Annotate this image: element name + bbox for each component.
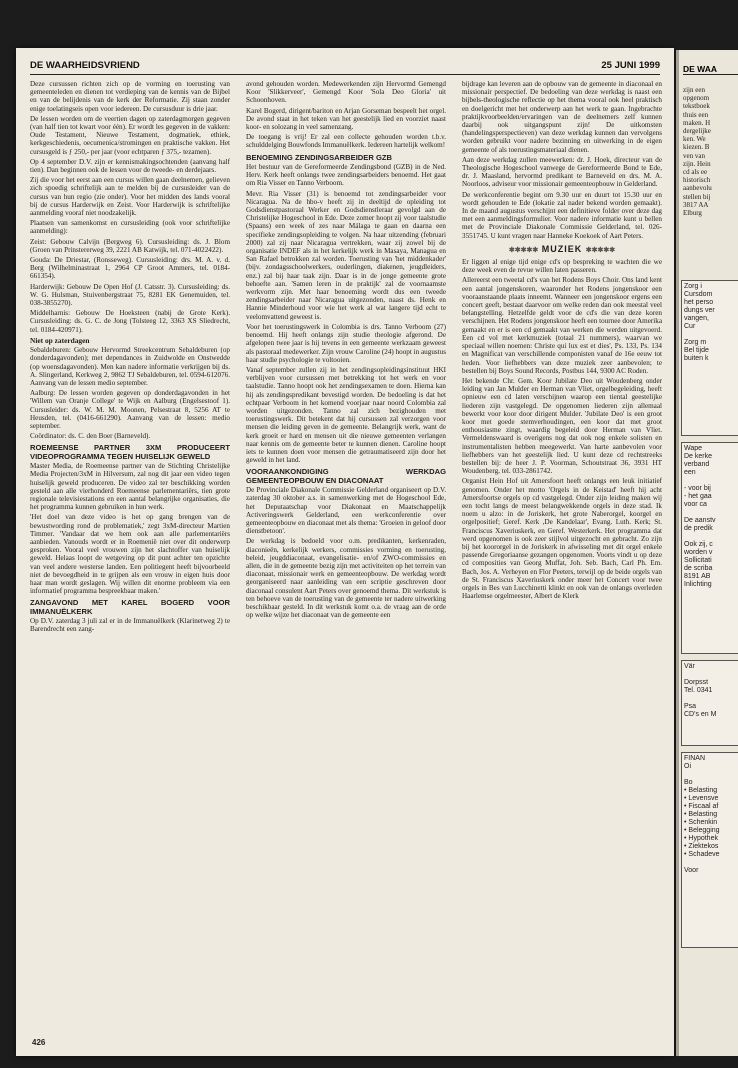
paragraph: Vanaf september zullen zij in het zendingsopleidingsinstituut HKI verblijven voor cursussen met betrekking tot het werk en voor taalstudie. Tanno hoopt ook het zendingsexamen te doen. Hierna kan hij als zendingspredikant bevestigd worden. De bedoeling is dat het echtpaar Verboom in het komend voorjaar naar noord Colombia zal worden uitgezonden. Tanno zal zich bezighouden met toerustingswerk. Dit betekent dat hij cursussen zal verzorgen voor mensen die leiding geven in de gemeente. Belangrijk werk, want de kerk groeit er hard en mensen uit die nieuwe gemeenten verlangen naar kennis om de gemeente beter te kunnen dienen. Caroline hoopt iets te kunnen doen voor mensen die getraumatiseerd zijn door het geweld in het land. <box>246 365 446 465</box>
paragraph: De werkconferentie begint om 9.30 uur en duurt tot 15.30 uur en wordt gehouden te Ede (lokatie zal nader bekend worden gemaakt). In de maand augustus verschijnt een definitieve folder over deze dag met een aanmeldingsformulier. Voor nadere informatie kunt u bellen met de Provinciale Diakonale Commissie Gelderland, tel. 026-3551745. U kunt vragen naar Hanneke Koekoek of Aart Peters. <box>462 190 662 240</box>
facing-page-header: DE WAA <box>683 64 738 75</box>
paragraph: Voor het toerustingswerk in Colombia is drs. Tanno Verboom (27) benoemd. Hij heeft onlangs zijn studie theologie afgerond. De afgelopen twee jaar is hij tevens in een gemeente werkzaam geweest als pastoraal medewerker. Zijn vrouw Caroline (24) hoopt in augustus haar studie psychologie te voltooien. <box>246 322 446 364</box>
paragraph: Op D.V. zaterdag 3 juli zal er in de Immanuëlkerk (Klarinetweg 2) te Barendrecht een zang- <box>30 617 230 634</box>
paragraph: Zeist: Gebouw Calvijn (Bergweg 6). Cursusleiding: ds. J. Blom (Groen van Prinstererweg 39, 2221 AB Katwijk, tel. 071-4022422). <box>30 237 230 254</box>
paragraph: 'Het doel van deze video is het op gang brengen van de bewustwording rond de problematiek,' zegt 3xM-directeur Martien Timmer. 'Vandaar dat we hem ook aan alle parlementariërs aanbieden. Vanouds wordt er in Roemenië niet over dit onderwerp gesproken. Vooral veel vrouwen zijn het slachtoffer van huiselijk geweld. Helaas loopt de wetgeving op dit punt achter ten opzichte van veel andere westerse landen. Een politiegent heeft bijvoorbeeld niet de bevoegdheid in te grijpen als een vrouw in eigen huis door haar man wordt geslagen. Wij willen dit enorme probleem via een informatief programma bespreekbaar maken.' <box>30 513 230 596</box>
paragraph: Organist Hein Hof uit Amersfoort heeft onlangs een leuk initiatief genomen. Onder het motto 'Orgels in de Keistad' heeft hij acht Amersfoortse orgels op cd vastgelegd. Onder zijn leiding maken wij een tocht langs de meest belangwekkende orgels in deze stad. Ik noem u alzo: in de Joriskerk, het grote Naberorgel, koorgel en orgelpositief; Geref. Kerk ,De Kandelaar', Evang. Luth. Kerk; St. Franciscus Xaveriuskerk, en Geref. Westerkerk. Het programma dat werd opgenomen is ook zeer stijlvol uitgezocht en gebracht. Zo zijn bij het koororgel in de Joriskerk in afwisseling met dit orgel enkele passende Gregoriaanse gezangen opgenomen. Voorts vindt u op deze cd composities van Georg Muffat, Joh. Seb. Bach, Carl Ph. Em. Bach, Jos. A. Verheyen en Flor Peeters, terwijl op de beide orgels van de St. Franciscus Xaveriuskerk onder meer het Concert voor twee orgels in Bes van Lucchinetti klinkt en ook van de onlangs overleden Haarlemse orgelmeester, Albert de Klerk <box>462 477 662 601</box>
ornament-left: ✱✱✱✱✱ <box>508 246 539 254</box>
advert-winkel: Vär Dorpsst Tel. 0341 Psa CD's en M <box>681 660 738 746</box>
paragraph: Allereerst een tweetal cd's van het Rodens Boys Choir. Ons land kent een aantal jongenskoren, waaronder het Rodens jongenskoor een vooraanstaande plaats inneemt. Wanneer een jongenskoor ergens een concert geeft, bestaat daarvoor om welke reden dan ook meestal veel belangstelling. Hetzelfde geldt voor de cd's die van deze koren verschijnen. Het Rodens jongenskoor heeft een tournee door Amerika gemaakt en er is een cd gemaakt van werken die werden uitgevoerd. Een cd vol met kerkmuziek (totaal 21 nummers), waarvan we speciaal willen noemen: Christe qui lux est et dies', Ps. 133, Ps. 134 en Magnificat van verschillende componisten vanaf de 16e eeuw tot heden. Voor liefhebbers van deze muziek zeer aanbevolen; te bestellen bij Boys Sound Records, Postbus 144, 9300 AC Roden. <box>462 276 662 375</box>
subheading-zaterdagen: Niet op zaterdagen <box>30 335 90 345</box>
running-header <box>30 60 660 75</box>
paragraph: Coördinator: ds. C. den Boer (Barneveld). <box>30 432 151 441</box>
paragraph: Middelharnis: Gebouw De Hoeksteen (nabij de Grote Kerk). Cursusleiding: ds. G. C. de Jong (Tolsteeg 12, 3363 XS Sliedrecht, tel. 0184-420971). <box>30 309 230 334</box>
page-number: 426 <box>32 1038 46 1047</box>
paragraph: Deze cursussen richten zich op de vorming en toerusting van gemeenteleden en dienen tot verdieping van de kennis van de Bijbel en van de belijdenis van de kerk der Reformatie. Zij staan zonder enige toelatingseis open voor iedereen. De cursusduur is drie jaar. <box>30 80 230 113</box>
advert-zorg: Zorg i Cursdom het perso dungs ver vangen, Cur Zorg m Bel tijde buiten k <box>681 280 738 436</box>
facing-page-text: zijn een opgenom tekstboek thuis een maken. H dergelijke ken. We kiezen. B ven van zijn. Hein cd als ee historisch aanbevolu stellen bij 3817 AA Elburg <box>683 86 712 218</box>
headline-zangavond: ZANGAVOND MET KAREL BOGERD VOOR IMMANUËLKERK <box>30 598 230 616</box>
column-3 <box>462 80 662 1020</box>
paragraph: Aan deze werkdag zullen meewerken: dr. J. Hoek, directeur van de Theologische Hogeschool vanwege de Gereformeerde Bond te Ede, dr. J. Maasland, hervormd predikant te Barneveld en drs. M. A. Noorloos, adviseur voor missionair gemeenteopbouw in Gelderland. <box>462 155 662 189</box>
paragraph: Gouda: De Driestar, (Ronsseweg). Cursusleiding: drs. M. A. v. d. Berg (Wilhelminastraat 1, 2964 CP Groot Ammers, tel. 0184-661354). <box>30 256 230 281</box>
paragraph: Zij die voor het eerst aan een cursus willen gaan deelnemen, gelieven zich spoedig schriftelijk aan te melden bij de cursusleider van de cursus van hun regio (zie onder). Voor het midden des lands vooral bij de cursus Harderwijk en Zeist. Voor Harderwijk is schriftelijke aanmelding vooraf niet noodzakelijk. <box>30 176 230 218</box>
issue-date: 25 JUNI 1999 <box>601 60 660 71</box>
paragraph: Master Media, de Roemeense partner van de Stichting Christelijke Media Projecten/3xM in Hilversum, zal nog dit jaar een video tegen huiselijk geweld produceren. De video zal ter beschikking worden gesteld aan alle vierhonderd Roemeense parlementariërs, tien grote regionale televisiestations en een aantal belangrijke organisaties, die het programma kunnen gebruiken in hun werk. <box>30 462 230 512</box>
advert-financieel: FINAN Oi Bo • Belasting • Levensve • Fiscaal af • Belasting • Schenkin • Belegging • Hypothek • Ziektekos • Schadeve Voor <box>681 752 738 948</box>
headline-benoeming: BENOEMING ZENDINGSARBEIDER GZB <box>246 152 392 162</box>
paragraph: Sebaldeburen: Gebouw Hervormd Streekcentrum Sebaldeburen (op donderdagavonden); met dependances in Zuidwolde en Onstwedde (op woensdagavonden). Men kan nadere informatie verkrijgen bij ds. A. Slingerland, Kerkweg 2, 9862 TJ Sebaldeburen, tel. 0594-612076. Aanvang van de lessen medio september. <box>30 346 230 387</box>
paragraph: De werkdag is bedoeld voor o.m. predikanten, kerkenraden, diaconieën, kerkelijk werkers, commissies vorming en toerusting, beleid, jeugddiaconaat, evangelisatie- en/of ZWO-commissies en allen, die in de gemeente bezig zijn met activiteiten op het terrein van diaconaat, missionair werk en gemeenteopbouw. De werkdag wordt georganiseerd naar aanleiding van een scriptie geschreven door diaconaal consulent Aart Peters over genoemd thema. Dit werkstuk is ten behoeve van de toerusting van de gemeente ter nadere uitwerking beschikbaar gesteld. In dit werkstuk komt o.a. de vraag aan de orde op welke wijze het diaconaat van de gemeente een <box>246 537 446 620</box>
paragraph: Harderwijk: Gebouw De Open Hof (J. Catsstr. 3). Cursusleiding: ds. W. G. Hulsman, Stuivenbergstraat 75, 8281 EK Genemuiden, tel. 038-3855270). <box>30 282 230 308</box>
article-columns <box>30 80 662 1020</box>
paragraph: De lessen worden om de veertien dagen op zaterdagmorgen gegeven (van half tien tot kwart voor één). Er wordt les gegeven in de vakken: Oude Testament, Nieuwe Testament, dogmatiek, ethiek, kerkgeschiedenis, oecumenica/stromingen en praktische vakken. Het cursusgeld is ƒ 250,- per jaar (voor echtparen ƒ 375,- tezamen). <box>30 114 230 156</box>
magazine-title: DE WAARHEIDSVRIEND <box>30 60 140 71</box>
facing-page-edge <box>676 50 738 1056</box>
headline-roemeense-partner: ROEMEENSE PARTNER 3XM PRODUCEERT VIDEOPROGRAMMA TEGEN HUISELIJK GEWELD <box>30 443 230 461</box>
paragraph: Het bestuur van de Gereformeerde Zendingsbond (GZB) in de Ned. Herv. Kerk heeft onlangs twee zendingsarbeiders benoemd. Het gaat om Ria Visser en Tanno Verboom. <box>246 163 446 188</box>
paragraph: Aalburg: De lessen worden gegeven op donderdagavonden in het 'Willem van Oranje College' te Wijk en Aalburg (Engelsestoof 1). Cursusleider: ds. W. M. M. Moonen, Pelsestraat 8, 5256 AT te Heusden, tel. (0416-661290). Aanvang van de lessen: medio september. <box>30 389 230 430</box>
paragraph: Er liggen al enige tijd enige cd's op bespreking te wachten die we deze week even de revue willen laten passeren. <box>462 258 662 275</box>
paragraph: avond gehouden worden. Medewerkenden zijn Hervormd Gemengd Koor 'Slikkerveer', Gemengd Koor 'Sola Deo Gloria' uit Schoonhoven. <box>246 80 446 105</box>
paragraph: Mevr. Ria Visser (31) is benoemd tot zendingsarbeider voor Nicaragua. Na de hbo-v heeft zij in deeltijd de opleiding tot Godsdienstpastoraal Werker en Godsdienstleraar gevolgd aan de Christelijke Hogeschool in Ede. Deze zomer hoopt zij voor taalstudie (Spaans) een week of zes naar Málaga te gaan en daarna een specifieke zendingsopleiding te volgen. Na haar uitzending (februari 2000) zal zij naar Nicaragua vertrekken, waar zij zowel bij de organisatie INDEF als in het kerkelijk werk in Masaya, Managua en San Rafael betrokken zal worden. Toerusting van 'het middenkader' (bijv. zondagsschoolwerkers, ouderlingen, diakenen, jeugdleiders, enz.) zal bij haar taak zijn. Daar is in de jonge gemeente grote behoefte aan. 'Samen leren in de praktijk' zal de voornaamste werkvorm zijn. Met haar benoeming wordt dus een tweede zendingsarbeider naar Nicaragua uitgezonden, naast ds. Henk en Hannie Minderhoud voor wie het werk al wat langere tijd echt te veelomvattend geweest is. <box>246 189 446 321</box>
paragraph: De Provinciale Diakonale Commissie Gelderland organiseert op D.V. zaterdag 30 oktober a.s. in samenwerking met de Hogeschool Ede, het Deputaatschap voor Diakonaat en Maatschappelijk Activeringswerk Gelderland, een werkconferentie over gemeenteopbouw en diaconaat met als thema: 'Groeien in geloof door dienstbetoon'. <box>246 486 446 536</box>
ornament-right: ✱✱✱✱✱ <box>585 246 616 254</box>
paragraph: De toegang is vrij! Er zal een collecte gehouden worden t.b.v. schulddelging Bouwfonds Immanuëlkerk. Iedereen hartelijk welkom! <box>246 133 446 150</box>
magazine-page <box>16 48 674 1056</box>
paragraph: Plaatsen van samenkomst en cursusleiding (ook voor schriftelijke aanmelding): <box>30 219 230 236</box>
section-heading-muziek <box>462 245 662 255</box>
paragraph: Karel Bogerd, dirigent/bariton en Arjan Gorseman bespeelt het orgel. De avond staat in het teken van het geestelijk lied en voorziet naast koor- en solozang in veel samenzang. <box>246 106 446 132</box>
paragraph: Het bekende Chr. Gem. Koor Jubilate Deo uit Woudenberg onder leiding van Jan Mulder en Herman van Vliet, orgelbegeleiding, heeft opnieuw een cd laten verschijnen waarop een tiental geestelijke liederen zijn vastgelegd. De opgenomen liederen zijn allemaal bewerkt voor koor door dirigent Mulder. 'Jubilate Deo' is een groot koor met goede stemverhoudingen, een koor dat met groot enthousiasme zingt, waardig begeleid door Herman van Vliet. Vermeldenswaard is overigens nog dat ook nog enkele solisten en instrumentalisten hebben meegewerkt. Van harte aanbevolen voor liefhebbers van het geestelijk lied. U kunt deze cd rechtstreeks bestellen bij: de heer J. P. Voorman, Schoutstraat 36, 3931 HT Woudenberg, tel. 033-2861742. <box>462 376 662 476</box>
advert-vacature: Wape De kerke verband een - voor bij - het gaa voor ca De aanstv de predik Ook zij, c worden v Sollicitati de scriba 8191 AB Inlichting <box>681 442 738 654</box>
paragraph: bijdrage kan leveren aan de opbouw van de gemeente in diaconaal en missionair perspectief. De bedoeling van deze werkdag is naast een bijbels-theologische reflectie op het thema vooral ook heel praktisch en doelgericht met het onderwerp aan het werk te gaan. Ingebrachte praktijkvoorbeelden/ervaringen van de deelnemers zelf kunnen daarbij ook uitgangspunt zijn! De uitkomsten (handelingsperspectieven) van deze werkdag kunnen dan vervolgens worden gebruikt voor nadere bezinning en uitwerking in de eigen gemeente of als toerustingsmateriaal dienen. <box>462 80 662 154</box>
column-1 <box>30 80 230 1020</box>
column-2 <box>246 80 446 1020</box>
paragraph: Op 4 september D.V. zijn er kennismakingsochtenden (aanvang half tien). Dan beginnen ook de lessen voor de tweede- en derdejaars. <box>30 157 230 175</box>
headline-werkdag: VOORAANKONDIGING WERKDAG GEMEENTEOPBOUW EN DIACONAAT <box>246 467 446 485</box>
muziek-title: MUZIEK <box>541 243 583 254</box>
